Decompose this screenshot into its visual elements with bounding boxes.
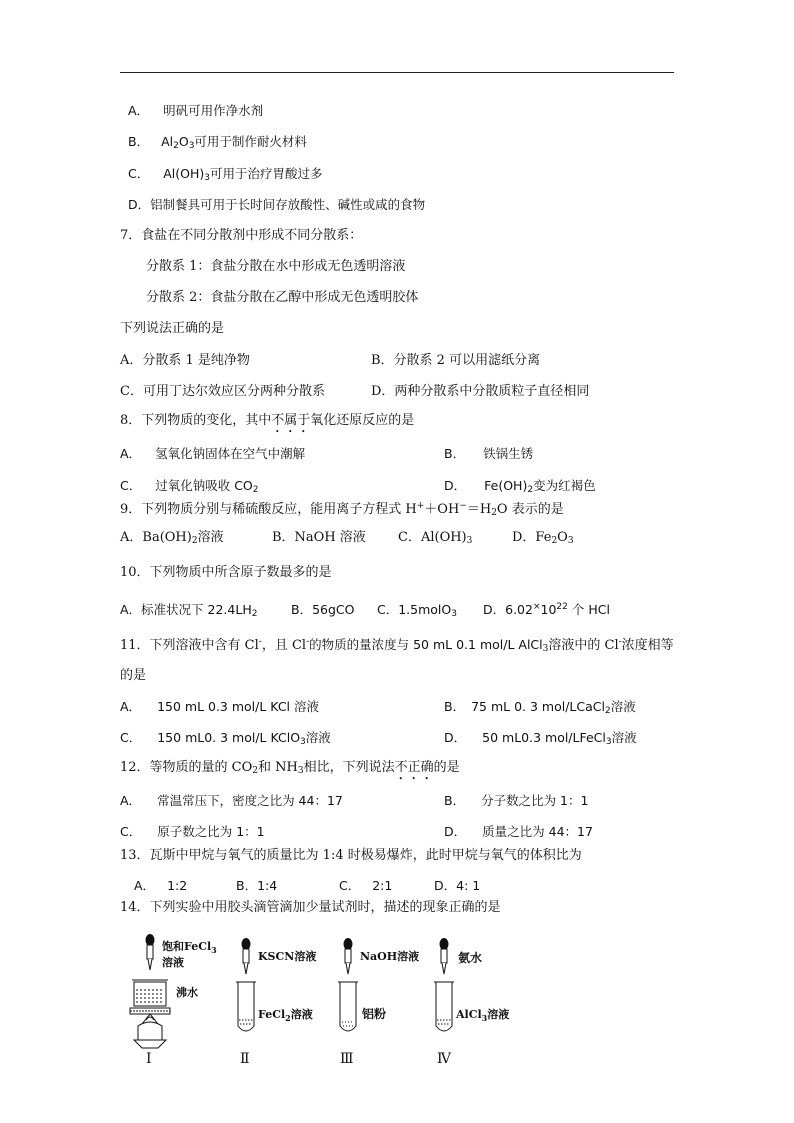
q12-stem: 12．等物质的量的 $CO_2$和 $NH_3$相比，下列说法不正确的是 [120, 760, 460, 776]
q8-option-d: D． $Fe(OH)_2$变为红褐色 [444, 478, 596, 495]
q7-system-2: 分散系 2：食盐分散在乙醇中形成无色透明胶体 [146, 290, 419, 305]
q14-experiment-figure [128, 930, 548, 1070]
q13-option-a: A． 1:2 [134, 878, 188, 893]
setup-4-dropper [440, 939, 448, 975]
setup-4-roman: Ⅳ [437, 1051, 451, 1067]
setup-2-lower-label: FeCl$_2$溶液 [258, 1008, 313, 1023]
q8-option-b: B． 铁锅生锈 [444, 446, 534, 461]
q11-option-d: D． 50 mL0.3 mol/LFeCl$_3$溶液 [444, 730, 637, 747]
setup-3-dropper [344, 939, 352, 975]
setup-1-alcohol-lamp [134, 1014, 166, 1048]
q13-option-d: D．4: 1 [434, 878, 481, 893]
q10-option-a: A．标准状况下 $22.4LH_2$ [120, 602, 258, 619]
q8-option-c: C． 过氧化钠吸收 $CO_2$ [120, 478, 259, 495]
q6-option-b: B． $Al_2O_3$可用于制作耐火材料 [128, 134, 307, 151]
q13-option-b: B．1:4 [236, 878, 278, 893]
setup-2-reagent-label: KSCN溶液 [258, 950, 317, 963]
setup-3-roman: Ⅲ [340, 1051, 354, 1067]
setup-4-test-tube [434, 982, 454, 1031]
q8-stem: 8．下列物质的变化，其中不属于氧化还原反应的是 [120, 413, 415, 428]
q11-stem-line1: 11．下列溶液中含有 Cl-，且 Cl-的物质的量浓度与 50 mL 0.1 mol/L AlCl$_3$溶液中的 Cl-浓度相等 [120, 637, 674, 654]
q11-stem-line2: 的是 [120, 668, 147, 683]
q7-system-1: 分散系 1：食盐分散在水中形成无色透明溶液 [146, 259, 406, 274]
setup-1-reagent-label-line2: 溶液 [162, 956, 184, 969]
q7-option-c: C．可用丁达尔效应区分两种分散系 [120, 384, 325, 399]
q7-option-d: D．两种分散系中分散质粒子直径相同 [371, 384, 590, 399]
setup-2-test-tube [236, 982, 256, 1031]
q11-option-a: A． 150 mL 0.3 mol/L KCl 溶液 [120, 699, 319, 714]
setup-4-lower-label: AlCl$_3$溶液 [456, 1008, 510, 1023]
q13-option-c: C． 2:1 [339, 878, 393, 893]
header-rule [120, 72, 674, 73]
q8-option-a: A． 氢氧化钠固体在空气中潮解 [120, 446, 306, 461]
q9-option-c: C．$Al(OH)_3$ [398, 530, 473, 546]
setup-4-reagent-label: 氨水 [458, 951, 483, 965]
q7-option-a: A．分散系 1 是纯净物 [120, 353, 250, 368]
setup-2-dropper [242, 939, 250, 975]
setup-2-roman: Ⅱ [240, 1051, 250, 1067]
q12-option-d: D． 质量之比为 44：17 [444, 824, 593, 839]
setup-1-lower-label: 沸水 [176, 986, 198, 999]
setup-3-test-tube [338, 982, 358, 1031]
setup-1-reagent-label-line1: 饱和FeCl$_3$ [162, 940, 217, 955]
q9-option-b: B．NaOH 溶液 [272, 530, 366, 545]
q13-stem: 13．瓦斯中甲烷与氧气的质量比为 1:4 时极易爆炸，此时甲烷与氧气的体积比为 [120, 848, 582, 863]
q11-option-c: C． 150 mL0. 3 mol/L KClO$_3$溶液 [120, 730, 331, 747]
q10-option-b: B．56gCO [291, 602, 355, 617]
q6-option-d: D．铝制餐具可用于长时间存放酸性、碱性或咸的食物 [128, 197, 426, 212]
q10-option-c: C．1.5molO$_3$ [377, 602, 457, 619]
q10-stem: 10．下列物质中所含原子数最多的是 [120, 565, 332, 580]
q6-option-c: C． $Al(OH)_3$可用于治疗胃酸过多 [128, 166, 323, 183]
q11-option-b: B． 75 mL 0. 3 mol/LCaCl$_2$溶液 [444, 699, 636, 716]
setup-3-lower-label: 铝粉 [362, 1007, 387, 1021]
q12-option-b: B． 分子数之比为 1：1 [444, 793, 589, 808]
q9-option-a: A．$Ba(OH)_2$溶液 [120, 530, 224, 546]
setup-1-roman: Ⅰ [146, 1051, 152, 1067]
q7-ask: 下列说法正确的是 [120, 321, 225, 336]
q7-stem: 7．食盐在不同分散剂中形成不同分散系： [120, 228, 363, 243]
setup-3-reagent-label: NaOH溶液 [360, 950, 420, 963]
q10-option-d: D．$6.02^\times 10^{22}$ 个 HCl [483, 602, 610, 617]
q12-option-a: A． 常温常压下，密度之比为 44：17 [120, 793, 343, 808]
q14-stem: 14．下列实验中用胶头滴管滴加少量试剂时，描述的现象正确的是 [120, 900, 501, 915]
q6-option-a: A． 明矾可用作净水剂 [128, 103, 264, 118]
q12-option-c: C． 原子数之比为 1：1 [120, 824, 265, 839]
setup-1-dropper [146, 935, 154, 971]
q7-option-b: B．分散系 2 可以用滤纸分离 [371, 353, 541, 368]
q9-option-d: D．$Fe_2O_3$ [512, 530, 574, 546]
setup-1-beaker [130, 980, 170, 1014]
q9-stem: 9．下列物质分别与稀硫酸反应，能用离子方程式 $H^++OH^-=H_2O$ 表示的是 [120, 501, 564, 518]
